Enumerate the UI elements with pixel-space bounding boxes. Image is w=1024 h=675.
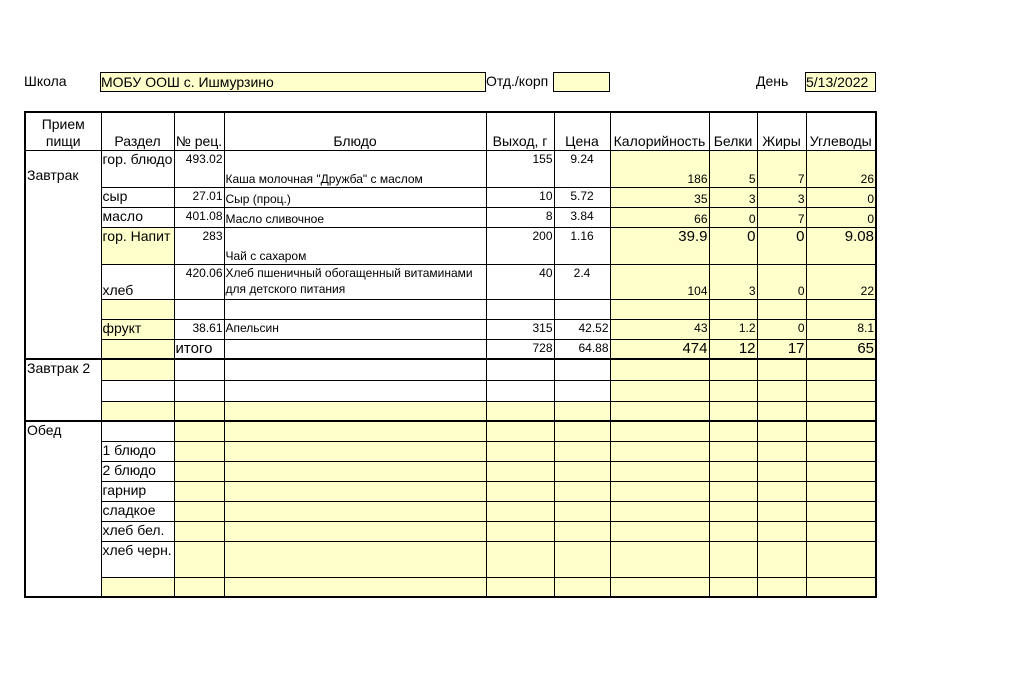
dish-cell[interactable] [224,401,486,421]
section-cell[interactable]: гор. Напит [101,227,174,264]
day-field[interactable]: 5/13/2022 [805,72,876,92]
carbs-cell[interactable] [806,359,876,380]
section-cell[interactable]: гарнир [101,481,174,501]
fats-cell[interactable] [757,401,806,421]
dish-cell[interactable] [224,541,486,577]
price-cell[interactable] [554,421,610,441]
output-cell[interactable] [486,401,554,421]
total-proteins: 12 [709,339,757,359]
output-cell[interactable] [486,481,554,501]
table-row [25,421,876,441]
output-cell[interactable] [486,521,554,541]
recipe-cell[interactable]: 493.02 [174,150,224,187]
carbs-cell[interactable]: 22 [806,264,876,299]
meal-breakfast: Завтрак [25,150,101,359]
section-cell[interactable]: гор. блюдо [101,150,174,187]
total-calories: 474 [610,339,709,359]
calories-cell[interactable] [610,501,709,521]
fats-cell[interactable] [757,359,806,380]
output-cell[interactable] [486,380,554,401]
carbs-cell[interactable] [806,541,876,577]
dish-cell[interactable]: Масло сливочное [224,207,486,227]
carbs-cell[interactable] [806,481,876,501]
proteins-cell[interactable] [709,401,757,421]
col-proteins: Белки [709,112,757,150]
output-cell[interactable]: 155 [486,150,554,187]
price-cell[interactable]: 9.24 [554,150,610,187]
proteins-cell[interactable]: 3 [709,264,757,299]
col-dish: Блюдо [224,112,486,150]
carbs-cell[interactable] [806,299,876,319]
table-row [25,299,876,319]
price-cell[interactable] [554,481,610,501]
dish-cell[interactable]: Сыр (проц.) [224,187,486,207]
calories-cell[interactable] [610,421,709,441]
price-cell[interactable]: 5.72 [554,187,610,207]
col-fats: Жиры [757,112,806,150]
price-cell[interactable]: 42.52 [554,319,610,339]
recipe-cell[interactable]: 401.08 [174,207,224,227]
carbs-cell[interactable]: 0 [806,207,876,227]
table-row [25,380,876,401]
table-row [25,577,876,597]
output-cell[interactable] [486,461,554,481]
output-cell[interactable] [486,577,554,597]
recipe-cell[interactable]: 283 [174,227,224,264]
price-cell[interactable] [554,299,610,319]
proteins-cell[interactable] [709,441,757,461]
proteins-cell[interactable] [709,421,757,441]
fats-cell[interactable] [757,481,806,501]
dept-field[interactable] [553,72,610,92]
total-carbs: 65 [806,339,876,359]
section-cell[interactable]: сладкое [101,501,174,521]
table-row [25,319,876,339]
fats-cell[interactable] [757,380,806,401]
recipe-cell[interactable] [174,441,224,461]
recipe-cell[interactable] [174,359,224,380]
total-price: 64.88 [554,339,610,359]
proteins-cell[interactable]: 1.2 [709,319,757,339]
school-field[interactable]: МОБУ ООШ с. Ишмурзино [100,72,486,92]
dish-cell[interactable] [224,461,486,481]
section-cell[interactable] [101,339,174,359]
dish-cell[interactable] [224,359,486,380]
section-cell[interactable] [101,577,174,597]
fats-cell[interactable] [757,577,806,597]
calories-cell[interactable] [610,541,709,577]
meal-lunch-spacer [25,441,101,597]
calories-cell[interactable]: 39.9 [610,227,709,264]
proteins-cell[interactable] [709,461,757,481]
calories-cell[interactable] [610,481,709,501]
dish-cell[interactable] [224,441,486,461]
calories-cell[interactable]: 35 [610,187,709,207]
recipe-cell[interactable] [174,461,224,481]
carbs-cell[interactable]: 9.08 [806,227,876,264]
price-cell[interactable] [554,359,610,380]
carbs-cell[interactable] [806,380,876,401]
dish-cell[interactable]: Апельсин [224,319,486,339]
col-section: Раздел [101,112,174,150]
table-row [25,207,876,227]
section-cell[interactable]: хлеб [101,264,174,299]
dish-cell[interactable] [224,299,486,319]
dish-cell[interactable] [224,481,486,501]
dish-cell[interactable]: Чай с сахаром [224,227,486,264]
carbs-cell[interactable] [806,461,876,481]
proteins-cell[interactable] [709,501,757,521]
calories-cell[interactable] [610,577,709,597]
calories-cell[interactable] [610,401,709,421]
section-cell[interactable] [101,401,174,421]
section-cell[interactable] [101,380,174,401]
table-row [25,501,876,521]
fats-cell[interactable] [757,541,806,577]
dish-cell[interactable] [224,521,486,541]
carbs-cell[interactable] [806,401,876,421]
output-cell[interactable]: 10 [486,187,554,207]
dish-cell[interactable] [224,421,486,441]
output-cell[interactable]: 8 [486,207,554,227]
price-cell[interactable] [554,501,610,521]
output-cell[interactable] [486,299,554,319]
table-row [25,401,876,421]
fats-cell[interactable] [757,299,806,319]
dish-cell[interactable] [224,577,486,597]
fats-cell[interactable]: 0 [757,264,806,299]
section-cell[interactable]: хлеб черн. [101,541,174,577]
total-label: итого [174,339,224,359]
carbs-cell[interactable]: 26 [806,150,876,187]
fats-cell[interactable]: 7 [757,207,806,227]
price-cell[interactable] [554,541,610,577]
calories-cell[interactable]: 186 [610,150,709,187]
section-cell[interactable]: 1 блюдо [101,441,174,461]
fats-cell[interactable] [757,501,806,521]
proteins-cell[interactable]: 3 [709,187,757,207]
calories-cell[interactable] [610,299,709,319]
recipe-cell[interactable] [174,541,224,577]
section-cell[interactable] [101,359,174,380]
output-cell[interactable]: 40 [486,264,554,299]
table-row [25,359,876,380]
table-row [25,461,876,481]
proteins-cell[interactable] [709,380,757,401]
section-cell[interactable] [101,299,174,319]
section-cell[interactable]: фрукт [101,319,174,339]
calories-cell[interactable] [610,359,709,380]
total-fats: 17 [757,339,806,359]
col-price: Цена [554,112,610,150]
output-cell[interactable] [486,421,554,441]
dish-cell[interactable] [224,501,486,521]
price-cell[interactable]: 3.84 [554,207,610,227]
fats-cell[interactable]: 0 [757,227,806,264]
proteins-cell[interactable] [709,541,757,577]
price-cell[interactable] [554,441,610,461]
section-cell[interactable]: масло [101,207,174,227]
fats-cell[interactable]: 0 [757,319,806,339]
col-recipe: № рец. [174,112,224,150]
recipe-cell[interactable]: 38.61 [174,319,224,339]
day-label: День [756,73,789,89]
total-row [25,339,876,359]
carbs-cell[interactable] [806,577,876,597]
carbs-cell[interactable] [806,521,876,541]
fats-cell[interactable]: 3 [757,187,806,207]
output-cell[interactable] [486,441,554,461]
carbs-cell[interactable]: 8.1 [806,319,876,339]
price-cell[interactable] [554,461,610,481]
fats-cell[interactable] [757,441,806,461]
col-carbs: Углеводы [806,112,876,150]
dept-label: Отд./корп [486,73,549,89]
col-output: Выход, г [486,112,554,150]
calories-cell[interactable] [610,521,709,541]
meal-breakfast-2: Завтрак 2 [25,359,101,421]
dish-cell[interactable] [224,339,486,359]
proteins-cell[interactable] [709,481,757,501]
price-cell[interactable]: 2.4 [554,264,610,299]
output-cell[interactable]: 315 [486,319,554,339]
output-cell[interactable]: 200 [486,227,554,264]
recipe-cell[interactable] [174,501,224,521]
section-cell[interactable]: 2 блюдо [101,461,174,481]
calories-cell[interactable]: 104 [610,264,709,299]
table-row [25,541,876,577]
recipe-cell[interactable] [174,299,224,319]
dish-cell[interactable]: Хлеб пшеничный обогащенный витаминами для детского питания [224,264,486,299]
meal-lunch: Обед [25,421,101,441]
section-cell[interactable] [101,421,174,441]
table-row [25,521,876,541]
menu-table [24,111,877,598]
proteins-cell[interactable]: 0 [709,207,757,227]
dish-cell[interactable] [224,380,486,401]
proteins-cell[interactable] [709,577,757,597]
section-cell[interactable]: хлеб бел. [101,521,174,541]
calories-cell[interactable] [610,380,709,401]
proteins-cell[interactable] [709,359,757,380]
proteins-cell[interactable]: 0 [709,227,757,264]
fats-cell[interactable] [757,461,806,481]
carbs-cell[interactable] [806,421,876,441]
output-cell[interactable] [486,359,554,380]
col-meal: Прием пищи [25,112,101,150]
price-cell[interactable] [554,401,610,421]
table-row [25,264,876,299]
recipe-cell[interactable]: 420.06 [174,264,224,299]
table-row [25,441,876,461]
table-row [25,150,876,187]
proteins-cell[interactable] [709,521,757,541]
calories-cell[interactable] [610,441,709,461]
total-output: 728 [486,339,554,359]
school-label: Школа [24,73,67,89]
recipe-cell[interactable] [174,401,224,421]
recipe-cell[interactable] [174,481,224,501]
calories-cell[interactable] [610,461,709,481]
carbs-cell[interactable] [806,501,876,521]
proteins-cell[interactable]: 5 [709,150,757,187]
fats-cell[interactable] [757,521,806,541]
table-row [25,481,876,501]
price-cell[interactable] [554,521,610,541]
calories-cell[interactable]: 66 [610,207,709,227]
carbs-cell[interactable] [806,441,876,461]
table-row [25,187,876,207]
recipe-cell[interactable] [174,521,224,541]
dish-cell[interactable]: Каша молочная "Дружба" с маслом [224,150,486,187]
recipe-cell[interactable]: 27.01 [174,187,224,207]
recipe-cell[interactable] [174,421,224,441]
price-cell[interactable] [554,577,610,597]
col-calories: Калорийность [610,112,709,150]
price-cell[interactable] [554,380,610,401]
fats-cell[interactable]: 7 [757,150,806,187]
recipe-cell[interactable] [174,577,224,597]
carbs-cell[interactable]: 0 [806,187,876,207]
proteins-cell[interactable] [709,299,757,319]
price-cell[interactable]: 1.16 [554,227,610,264]
recipe-cell[interactable] [174,380,224,401]
output-cell[interactable] [486,501,554,521]
section-cell[interactable]: сыр [101,187,174,207]
calories-cell[interactable]: 43 [610,319,709,339]
header-row [25,112,876,150]
output-cell[interactable] [486,541,554,577]
table-row [25,227,876,264]
fats-cell[interactable] [757,421,806,441]
